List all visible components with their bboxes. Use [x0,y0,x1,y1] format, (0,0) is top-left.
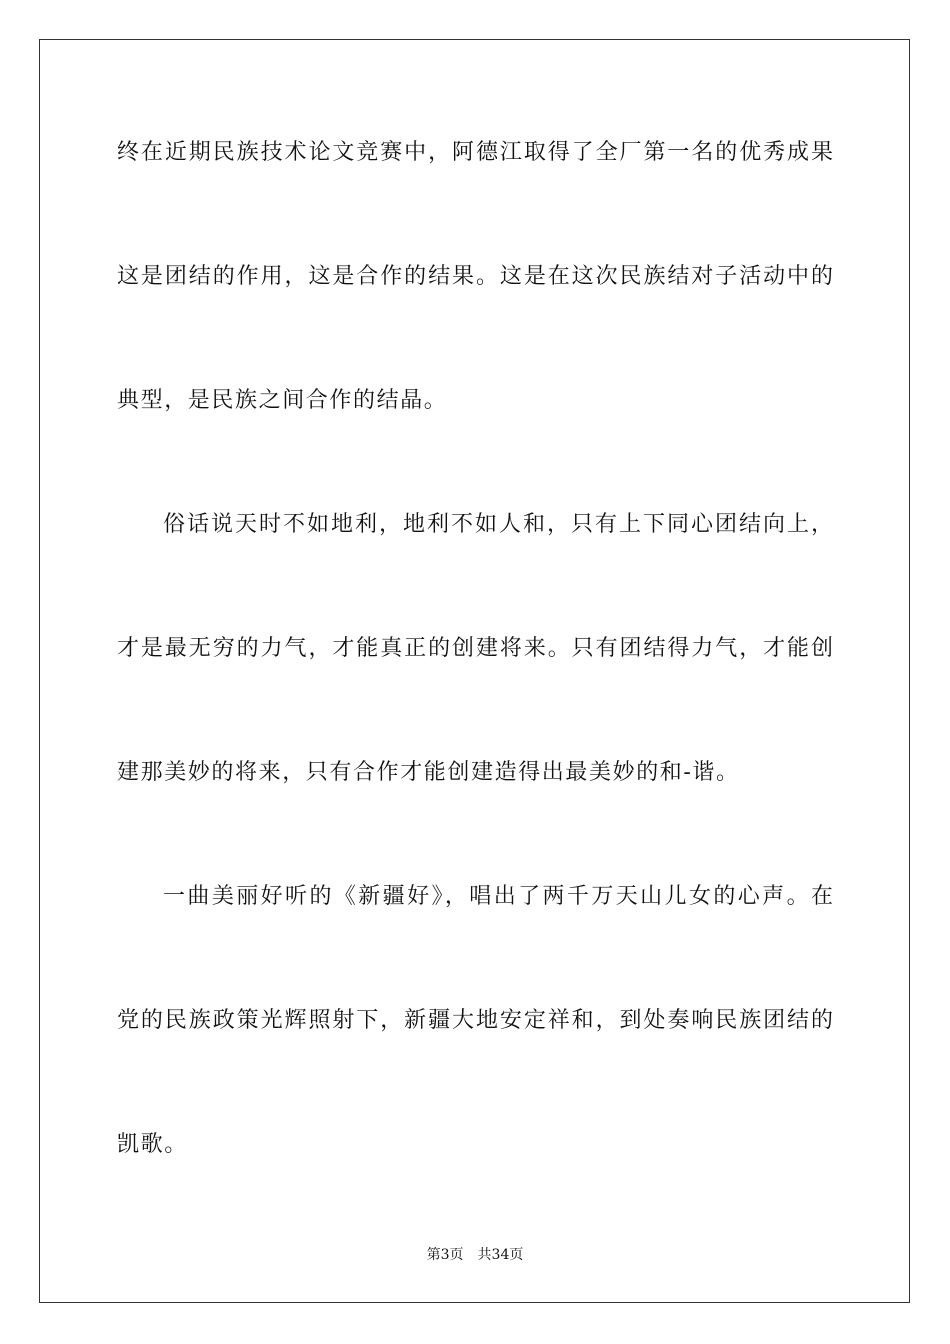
body-text-line: 典型，是民族之间合作的结晶。 [117,388,448,413]
body-text-line: 建那美妙的将来，只有合作才能创建造得出最美妙的和-谐。 [117,760,740,785]
page-footer [0,1246,950,1264]
body-text-line: 凯歌。 [117,1132,188,1157]
page-total: 共34页 [477,1247,524,1263]
body-text-line: 这是团结的作用，这是合作的结果。这是在这次民族结对子活动中的 [117,264,833,289]
paragraph-start-line: 一曲美丽好听的《新疆好》，唱出了两千万天山儿女的心声。在 [163,884,833,909]
paragraph-start-line: 俗话说天时不如地利，地利不如人和，只有上下同心团结向上， [163,512,833,537]
page-number: 第3页 [426,1247,464,1263]
body-text-line: 终在近期民族技术论文竞赛中，阿德江取得了全厂第一名的优秀成果 [117,140,833,165]
body-text-line: 党的民族政策光辉照射下，新疆大地安定祥和，到处奏响民族团结的 [117,1008,833,1033]
page-border [39,39,910,1303]
body-text-line: 才是最无穷的力气，才能真正的创建将来。只有团结得力气，才能创 [117,636,833,661]
